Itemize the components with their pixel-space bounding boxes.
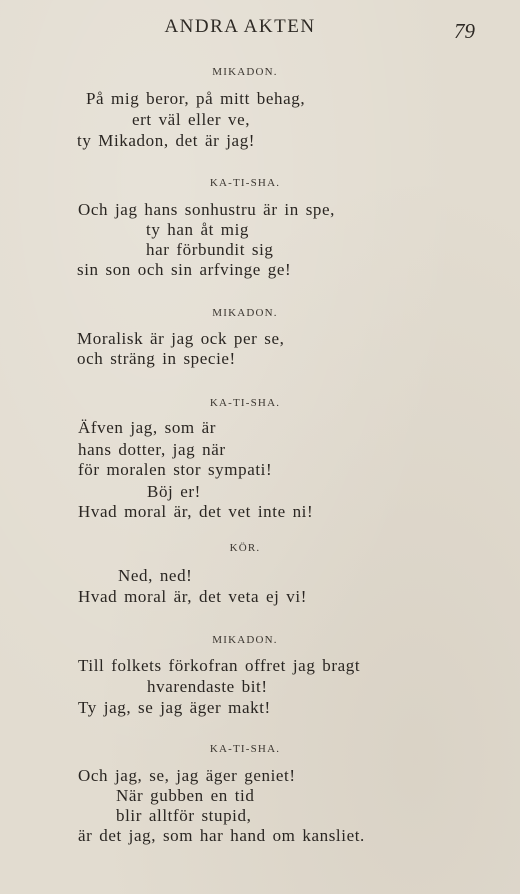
verse-line: Äfven jag, som är <box>78 418 216 437</box>
verse-line: hans dotter, jag när <box>78 440 226 459</box>
verse-line: Och jag, se, jag äger geniet! <box>78 766 296 785</box>
verse-line: Böj er! <box>147 482 201 501</box>
verse-line: hvarendaste bit! <box>147 677 268 696</box>
speaker-label: MIKADON. <box>212 634 278 646</box>
running-head: ANDRA AKTEN <box>164 16 316 37</box>
speaker-label: KA-TI-SHA. <box>209 397 281 409</box>
verse-line: sin son och sin arfvinge ge! <box>77 260 292 279</box>
speaker-label: KÖR. <box>229 542 261 554</box>
speaker-label: MIKADON. <box>212 307 278 319</box>
verse-line: På mig beror, på mitt behag, <box>86 89 306 108</box>
verse-line: När gubben en tid <box>116 786 255 805</box>
verse-line: och sträng in specie! <box>77 349 236 368</box>
verse-line: är det jag, som har hand om kansliet. <box>78 826 365 845</box>
verse-line: Ned, ned! <box>118 566 193 585</box>
verse-line: ty Mikadon, det är jag! <box>77 131 256 150</box>
verse-line: ty han åt mig <box>146 220 250 239</box>
speaker-label: MIKADON. <box>212 66 278 78</box>
speaker-label: KA-TI-SHA. <box>209 177 281 189</box>
verse-line: Till folkets förkofran offret jag bragt <box>78 656 361 675</box>
verse-line: Ty jag, se jag äger makt! <box>78 698 271 717</box>
verse-line: Och jag hans sonhustru är in spe, <box>78 200 336 219</box>
verse-line: för moralen stor sympati! <box>78 460 273 479</box>
verse-line: blir alltför stupid, <box>116 806 252 825</box>
page-number: 79 <box>454 19 475 43</box>
verse-line: Moralisk är jag ock per se, <box>77 329 285 348</box>
verse-line: har förbundit sig <box>146 240 274 259</box>
verse-line: ert väl eller ve, <box>132 110 251 129</box>
verse-line: Hvad moral är, det vet inte ni! <box>78 502 314 521</box>
verse-line: Hvad moral är, det veta ej vi! <box>78 587 307 606</box>
speaker-label: KA-TI-SHA. <box>209 743 281 755</box>
